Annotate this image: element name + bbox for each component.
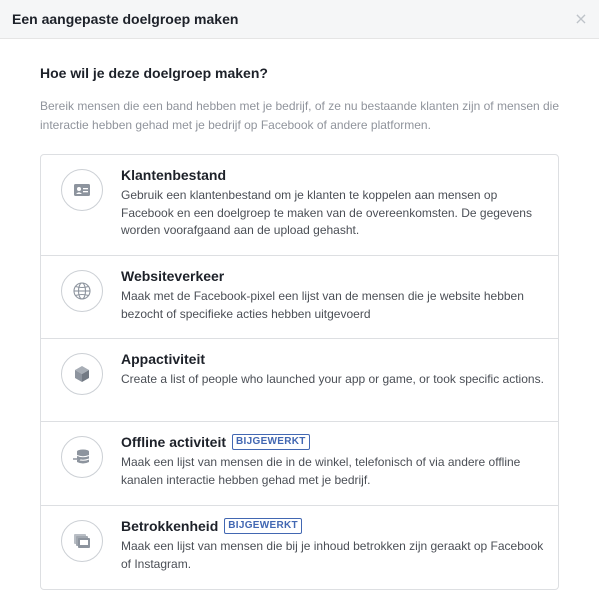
option-description: Maak een lijst van mensen die bij je inhoud betrokken zijn geraakt op Facebook of Instagram. bbox=[121, 539, 544, 571]
option-title: Klantenbestand bbox=[121, 167, 227, 183]
option-description: Maak met de Facebook-pixel een lijst van de mensen die je website hebben bezocht of specifieke acties hebben uitgevoerd bbox=[121, 289, 524, 321]
engagement-cards-icon bbox=[61, 520, 103, 562]
updated-badge: BIJGEWERKT bbox=[224, 518, 302, 534]
option-customer-file[interactable] bbox=[41, 155, 558, 256]
option-description: Gebruik een klantenbestand om je klanten te koppelen aan mensen op Facebook en een doelgroep te maken van de overeenkomsten. De gegevens worden voorafgaand aan de upload gehasht. bbox=[121, 188, 532, 237]
intro-text: Bereik mensen die een band hebben met je bedrijf, of ze nu bestaande klanten zijn of mensen die interactie hebben gehad met je bedrijf op Facebook of andere platformen. bbox=[40, 99, 560, 132]
option-offline-activity[interactable] bbox=[41, 422, 558, 506]
dialog-title: Een aangepaste doelgroep maken bbox=[12, 11, 239, 27]
audience-source-list bbox=[40, 154, 559, 590]
option-website-traffic[interactable] bbox=[41, 256, 558, 339]
option-description: Create a list of people who launched your app or game, or took specific actions. bbox=[121, 372, 544, 386]
customer-file-icon bbox=[61, 169, 103, 211]
question-heading: Hoe wil je deze doelgroep maken? bbox=[40, 65, 268, 81]
option-title: Websiteverkeer bbox=[121, 268, 225, 284]
option-description: Maak een lijst van mensen die in de winkel, telefonisch of via andere offline kanalen interactie hebben gehad met je bedrijf. bbox=[121, 455, 521, 487]
option-title: Betrokkenheid bbox=[121, 518, 219, 534]
option-app-activity[interactable] bbox=[41, 339, 558, 422]
globe-icon bbox=[61, 270, 103, 312]
dialog-header bbox=[0, 0, 599, 39]
cube-icon bbox=[61, 353, 103, 395]
dialog-body bbox=[0, 39, 599, 590]
option-title: Offline activiteit bbox=[121, 434, 227, 450]
option-engagement[interactable] bbox=[41, 506, 558, 589]
close-button[interactable]: × bbox=[574, 9, 588, 28]
option-title: Appactiviteit bbox=[121, 351, 206, 367]
offline-database-icon bbox=[61, 436, 103, 478]
updated-badge: BIJGEWERKT bbox=[232, 434, 310, 450]
